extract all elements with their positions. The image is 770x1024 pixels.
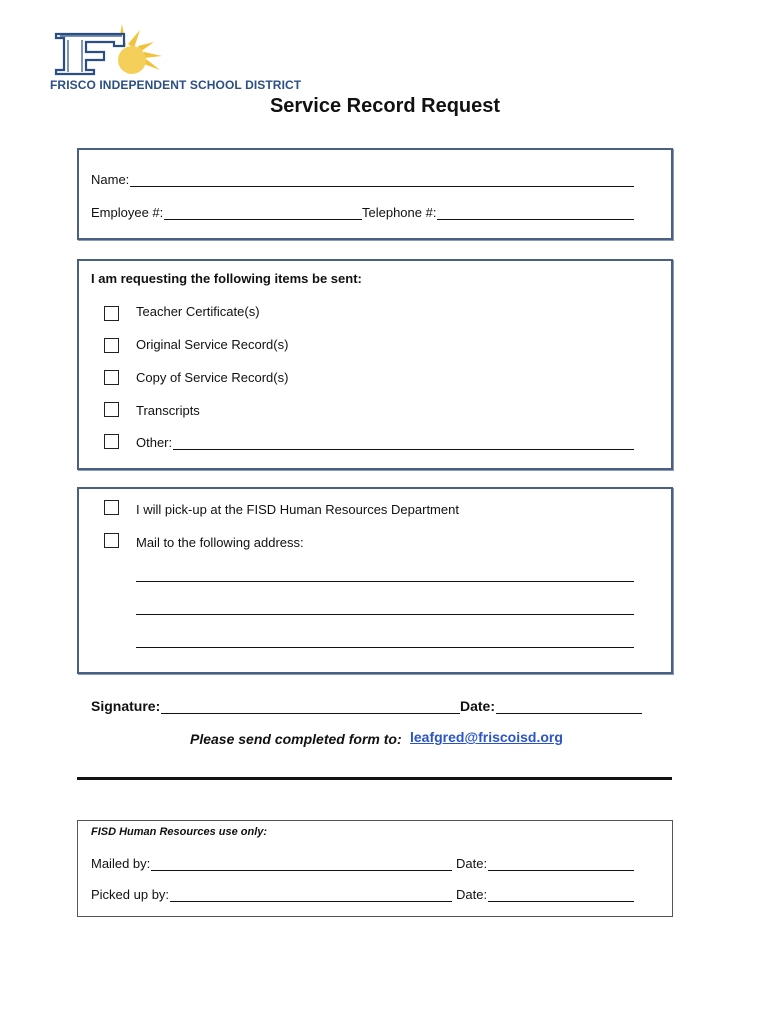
copy-service-record-label: Copy of Service Record(s) xyxy=(136,370,289,385)
pickup-label: I will pick-up at the FISD Human Resources Department xyxy=(136,502,459,517)
mailed-by-input-line[interactable] xyxy=(151,856,452,871)
mailed-date-label: Date: xyxy=(456,856,488,871)
signature-date-label: Date: xyxy=(460,698,496,714)
original-service-record-label: Original Service Record(s) xyxy=(136,337,289,352)
page-title: Service Record Request xyxy=(269,95,501,117)
transcripts-checkbox[interactable] xyxy=(104,402,119,417)
mailed-date-input-line[interactable] xyxy=(488,856,634,871)
copy-service-record-checkbox[interactable] xyxy=(104,370,119,385)
pickup-checkbox[interactable] xyxy=(104,500,119,515)
picked-up-date-label: Date: xyxy=(456,887,488,902)
mailed-date-field[interactable] xyxy=(456,856,634,871)
picked-up-by-input-line[interactable] xyxy=(170,887,452,902)
name-input-line[interactable] xyxy=(130,172,634,187)
mailed-by-field[interactable] xyxy=(91,856,452,871)
submission-email-link[interactable]: leafgred@friscoisd.org xyxy=(410,729,563,745)
other-field[interactable] xyxy=(136,435,634,450)
section-divider xyxy=(77,777,672,780)
hr-use-heading: FISD Human Resources use only: xyxy=(91,826,268,838)
employee-number-field[interactable] xyxy=(91,205,362,220)
other-checkbox[interactable] xyxy=(104,434,119,449)
signature-input-line[interactable] xyxy=(161,699,460,714)
signature-date-input-line[interactable] xyxy=(496,699,642,714)
other-input-line[interactable] xyxy=(173,435,634,450)
transcripts-label: Transcripts xyxy=(136,403,200,418)
fisd-logo-icon xyxy=(50,16,180,78)
original-service-record-checkbox[interactable] xyxy=(104,338,119,353)
other-label: Other: xyxy=(136,435,173,450)
submission-instruction: Please send completed form to: xyxy=(190,731,402,747)
signature-label: Signature: xyxy=(91,698,161,714)
teacher-certificate-label: Teacher Certificate(s) xyxy=(136,304,260,319)
signature-field[interactable] xyxy=(91,698,460,714)
address-line-1[interactable] xyxy=(136,581,634,582)
name-label: Name: xyxy=(91,172,130,187)
requested-items-heading: I am requesting the following items be sent: xyxy=(91,271,362,286)
employee-info-box xyxy=(77,148,673,240)
signature-date-field[interactable] xyxy=(460,698,642,714)
employee-number-input-line[interactable] xyxy=(164,205,362,220)
teacher-certificate-checkbox[interactable] xyxy=(104,306,119,321)
employee-number-label: Employee #: xyxy=(91,205,164,220)
district-name: FRISCO INDEPENDENT SCHOOL DISTRICT xyxy=(50,78,302,92)
address-line-3[interactable] xyxy=(136,647,634,648)
mail-label: Mail to the following address: xyxy=(136,535,304,550)
address-line-2[interactable] xyxy=(136,614,634,615)
telephone-field[interactable] xyxy=(362,205,634,220)
picked-up-by-field[interactable] xyxy=(91,887,452,902)
telephone-label: Telephone #: xyxy=(362,205,437,220)
picked-up-date-field[interactable] xyxy=(456,887,634,902)
picked-up-date-input-line[interactable] xyxy=(488,887,634,902)
mailed-by-label: Mailed by: xyxy=(91,856,151,871)
name-field[interactable] xyxy=(91,172,634,187)
picked-up-by-label: Picked up by: xyxy=(91,887,170,902)
telephone-input-line[interactable] xyxy=(437,205,634,220)
mail-checkbox[interactable] xyxy=(104,533,119,548)
